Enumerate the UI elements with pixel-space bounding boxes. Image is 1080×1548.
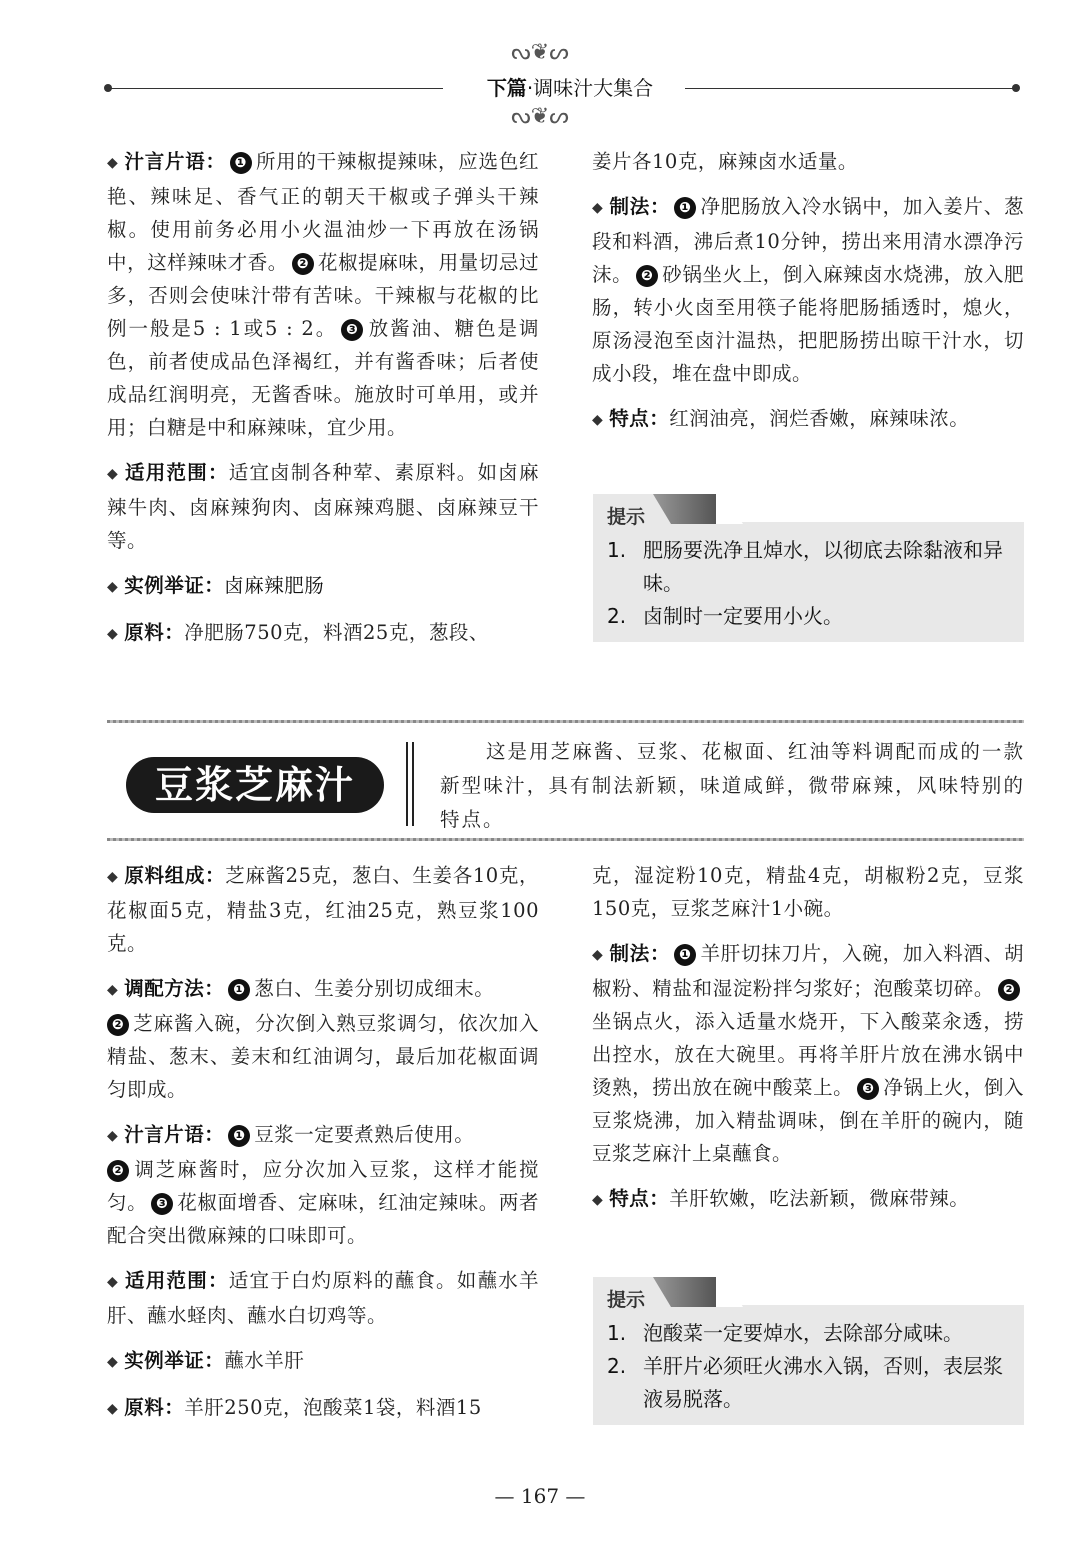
diamond-bullet-icon: ◆ bbox=[107, 1274, 119, 1290]
tip-item: 2. 羊肝片必须旺火沸水入锅，否则，表层浆液易脱落。 bbox=[607, 1354, 1003, 1411]
step-number-icon: ❶ bbox=[674, 944, 696, 966]
tip-box-bottom bbox=[593, 1277, 1024, 1425]
diamond-bullet-icon: ◆ bbox=[107, 626, 119, 642]
example-paragraph: ◆ 实例举证：蘸水羊肝 bbox=[107, 1344, 539, 1379]
tips-paragraph: ◆ 汁言片语： ❶ 豆浆一定要煮熟后使用。 ❷ 调芝麻酱时，应分次加入豆浆，这样才能搅匀。 ❸ 花椒面增香、定麻味，红油定辣味。两者配合突出微麻辣的口味即可。 bbox=[107, 1118, 539, 1252]
recipe-title-badge: 豆浆芝麻汁 bbox=[126, 757, 384, 813]
method-paragraph: ◆ 制法： ❶ 净肥肠放入冷水锅中，加入姜片、葱段和料酒，沸后煮10分钟，捞出来用清水漂净污沫。 ❷ 砂锅坐火上，倒入麻辣卤水烧沸，放入肥肠，转小火卤至用筷子能将肥肠插透时，熄火，原汤浸泡至卤汁温热，把肥肠捞出晾干汁水，切成小段，堆在盘中即成。 bbox=[592, 190, 1024, 390]
tip-item: 2. 卤制时一定要用小火。 bbox=[607, 604, 843, 628]
step-number-icon: ❸ bbox=[151, 1193, 173, 1215]
ingredients-continued: 姜片各10克，麻辣卤水适量。 bbox=[592, 150, 858, 173]
ingredients-continued: 克，湿淀粉10克，精盐4克，胡椒粉2克，豆浆150克，豆浆芝麻汁1小碗。 bbox=[592, 864, 1024, 920]
diamond-bullet-icon: ◆ bbox=[107, 466, 119, 482]
diamond-bullet-icon: ◆ bbox=[592, 412, 604, 428]
mixing-method: ◆ 调配方法： ❶ 葱白、生姜分别切成细末。 ❷ 芝麻酱入碗，分次倒入熟豆浆调匀，依次加入精盐、葱末、姜末和红油调匀，最后加花椒面调匀即成。 bbox=[107, 972, 539, 1106]
header-rule-right bbox=[685, 88, 1015, 89]
header-rule-left bbox=[108, 88, 443, 89]
diamond-bullet-icon: ◆ bbox=[592, 200, 604, 216]
step-number-icon: ❷ bbox=[292, 253, 314, 275]
step-number-icon: ❷ bbox=[107, 1160, 129, 1182]
divider-bar bbox=[406, 742, 408, 826]
bottom-left-column bbox=[107, 859, 539, 1438]
features-paragraph: ◆ 特点：红润油亮，润烂香嫩，麻辣味浓。 bbox=[592, 402, 1024, 437]
step-number-icon: ❸ bbox=[341, 319, 363, 341]
header-dot-right bbox=[1012, 84, 1020, 92]
example-paragraph: ◆ 实例举证：卤麻辣肥肠 bbox=[107, 569, 539, 604]
tip-title: 提示 bbox=[607, 506, 646, 528]
diamond-bullet-icon: ◆ bbox=[592, 947, 604, 963]
header-ornament-top: ᔓ❦ᔕ bbox=[511, 40, 569, 65]
header-ornament-bottom: ᔓ❦ᔕ bbox=[511, 104, 569, 129]
ingredients-composition: ◆ 原料组成：芝麻酱25克，葱白、生姜各10克，花椒面5克，精盐3克，红油25克，熟豆浆100克。 bbox=[107, 859, 539, 960]
features-paragraph: ◆ 特点：羊肝软嫩，吃法新颖，微麻带辣。 bbox=[592, 1182, 1024, 1217]
tips-paragraph: ◆ 汁言片语： ❶ 所用的干辣椒提辣味，应选色红艳、辣味足、香气正的朝天干椒或子弹头干辣椒。使用前务必用小火温油炒一下再放在汤锅中，这样辣味才香。 ❷ 花椒提麻味，用量切忌过多，否则会使味汁带有苦味。干辣椒与花椒的比例一般是5 : 1或5 : 2。 ❸ 放酱油、糖色是调色，前者使成品色泽褐红，并有酱香味；后者使成品红润明亮，无酱香味。施放时可单用，或并用；白糖是中和麻辣味，宜少用。 bbox=[107, 145, 539, 444]
top-right-column bbox=[592, 145, 1024, 449]
tip-box-top bbox=[593, 494, 1024, 642]
tip-title: 提示 bbox=[607, 1289, 646, 1311]
diamond-bullet-icon: ◆ bbox=[107, 579, 119, 595]
bottom-right-column bbox=[592, 859, 1024, 1229]
step-number-icon: ❶ bbox=[230, 152, 252, 174]
tip-list bbox=[607, 1317, 1012, 1416]
diamond-bullet-icon: ◆ bbox=[107, 155, 119, 171]
method-paragraph: ◆ 制法： ❶ 羊肝切抹刀片，入碗，加入料酒、胡椒粉、精盐和湿淀粉拌匀浆好；泡酸菜切碎。 ❷坐锅点火，添入适量水烧开，下入酸菜汆透，捞出控水，放在大碗里。再将羊肝片放在沸水锅中烫熟，捞出放在碗中酸菜上。 ❸ 净锅上火，倒入豆浆烧沸，加入精盐调味，倒在羊肝的碗内，随豆浆芝麻汁上桌蘸食。 bbox=[592, 937, 1024, 1170]
ingredients-paragraph: ◆ 原料：羊肝250克，泡酸菜1袋，料酒15 bbox=[107, 1391, 539, 1426]
step-number-icon: ❸ bbox=[857, 1078, 879, 1100]
diamond-bullet-icon: ◆ bbox=[107, 1401, 119, 1417]
diamond-bullet-icon: ◆ bbox=[107, 1354, 119, 1370]
header-dot-left bbox=[104, 84, 112, 92]
usage-paragraph: ◆ 适用范围：适宜于白灼原料的蘸食。如蘸水羊肝、蘸水蛏肉、蘸水白切鸡等。 bbox=[107, 1264, 539, 1332]
section-rule-bottom bbox=[107, 838, 1024, 841]
divider-bar bbox=[412, 742, 414, 826]
diamond-bullet-icon: ◆ bbox=[107, 1128, 119, 1144]
usage-paragraph: ◆ 适用范围：适宜卤制各种荤、素原料。如卤麻辣牛肉、卤麻辣狗肉、卤麻辣鸡腿、卤麻辣豆干等。 bbox=[107, 456, 539, 557]
tip-list bbox=[607, 534, 1012, 633]
diamond-bullet-icon: ◆ bbox=[107, 869, 119, 885]
step-number-icon: ❶ bbox=[228, 1125, 250, 1147]
top-left-column bbox=[107, 145, 539, 663]
diamond-bullet-icon: ◆ bbox=[107, 982, 119, 998]
recipe-intro: 这是用芝麻酱、豆浆、花椒面、红油等料调配而成的一款新型味汁，具有制法新颖，味道咸鲜，微带麻辣，风味特别的特点。 bbox=[440, 740, 1025, 831]
step-number-icon: ❷ bbox=[998, 979, 1020, 1001]
ingredients-paragraph: ◆ 原料：净肥肠750克，料酒25克，葱段、 bbox=[107, 616, 539, 651]
diamond-bullet-icon: ◆ bbox=[592, 1192, 604, 1208]
tip-item: 1. 肥肠要洗净且焯水，以彻底去除黏液和异味。 bbox=[607, 538, 1003, 595]
tip-item: 1. 泡酸菜一定要焯水，去除部分咸味。 bbox=[607, 1321, 963, 1345]
section-rule-top bbox=[107, 720, 1024, 723]
step-number-icon: ❷ bbox=[636, 265, 658, 287]
running-header: 下篇·调味汁大集合 bbox=[486, 76, 654, 100]
step-number-icon: ❶ bbox=[228, 979, 250, 1001]
step-number-icon: ❷ bbox=[107, 1014, 129, 1036]
step-number-icon: ❶ bbox=[674, 197, 696, 219]
page-number: — 167 — bbox=[494, 1484, 586, 1508]
